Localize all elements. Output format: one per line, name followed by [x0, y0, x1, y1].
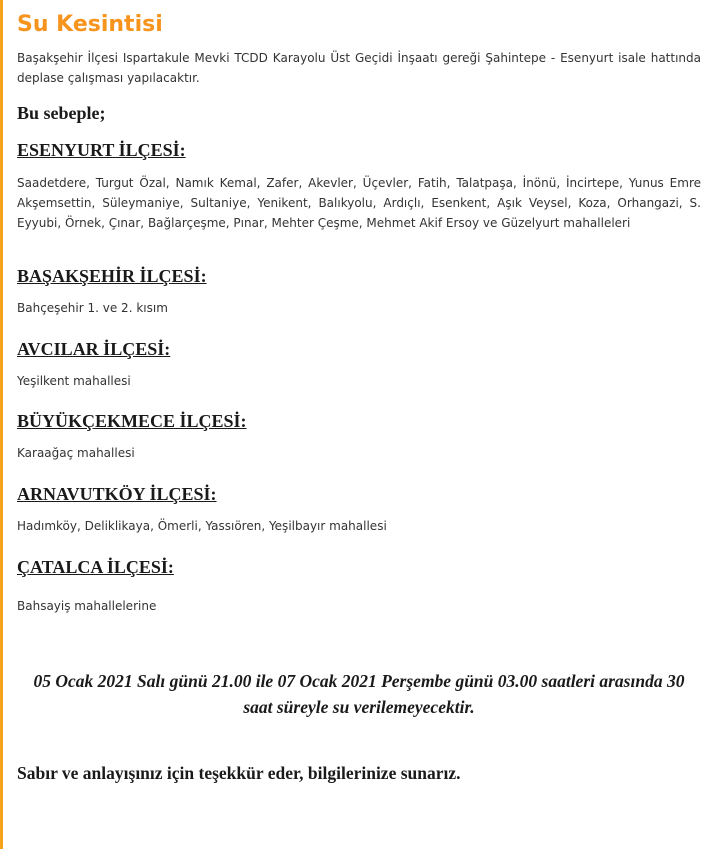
page-title: Su Kesintisi: [17, 12, 163, 37]
district-heading-catalca: ÇATALCA İLÇESİ:: [17, 557, 174, 577]
district-areas-arnavutkoy: Hadımköy, Deliklikaya, Ömerli, Yassıören, Yeşilbayır mahallesi: [17, 519, 387, 533]
district-areas-catalca: Bahsayiş mahallelerine: [17, 599, 157, 613]
district-areas-buyukcekmece: Karaağaç mahallesi: [17, 446, 135, 460]
district-heading-esenyurt: ESENYURT İLÇESİ:: [17, 140, 186, 160]
district-heading-arnavutkoy: ARNAVUTKÖY İLÇESİ:: [17, 484, 217, 504]
district-areas-avcilar: Yeşilkent mahallesi: [17, 374, 131, 388]
intro-paragraph: Başakşehir İlçesi Ispartakule Mevki TCDD Karayolu Üst Geçidi İnşaatı gereği Şahintepe - Esenyurt isale hattında deplase çalışması yapılacaktır.: [17, 51, 701, 85]
district-heading-avcilar: AVCILAR İLÇESİ:: [17, 339, 171, 359]
district-heading-basaksehir: BAŞAKŞEHİR İLÇESİ:: [17, 266, 207, 286]
district-areas-basaksehir: Bahçeşehir 1. ve 2. kısım: [17, 301, 168, 315]
district-areas-esenyurt: Saadetdere, Turgut Özal, Namık Kemal, Zafer, Akevler, Üçevler, Fatih, Talatpaşa, İnönü, İncirtepe, Yunus Emre Akşemsettin, Süleymaniye, Sultaniye, Yenikent, Balıkyolu, Ardıçlı, Esenkent, Aşık Veysel, Koza, Orhangazi, S. Eyyubi, Örnek, Çınar, Bağlarçeşme, Pınar, Mehter Çeşme, Mehmet Akif Ersoy ve Güzelyurt mahalleleri: [17, 176, 701, 230]
outage-notice: 05 Ocak 2021 Salı günü 21.00 ile 07 Ocak 2021 Perşembe günü 03.00 saatleri arasında 30 saat süreyle su verilemeyecektir.: [33, 671, 685, 717]
closing-message: Sabır ve anlayışınız için teşekkür eder, bilgilerinize sunarız.: [17, 763, 461, 783]
district-heading-buyukcekmece: BÜYÜKÇEKMECE İLÇESİ:: [17, 411, 247, 431]
reason-label: Bu sebeple;: [17, 103, 106, 123]
